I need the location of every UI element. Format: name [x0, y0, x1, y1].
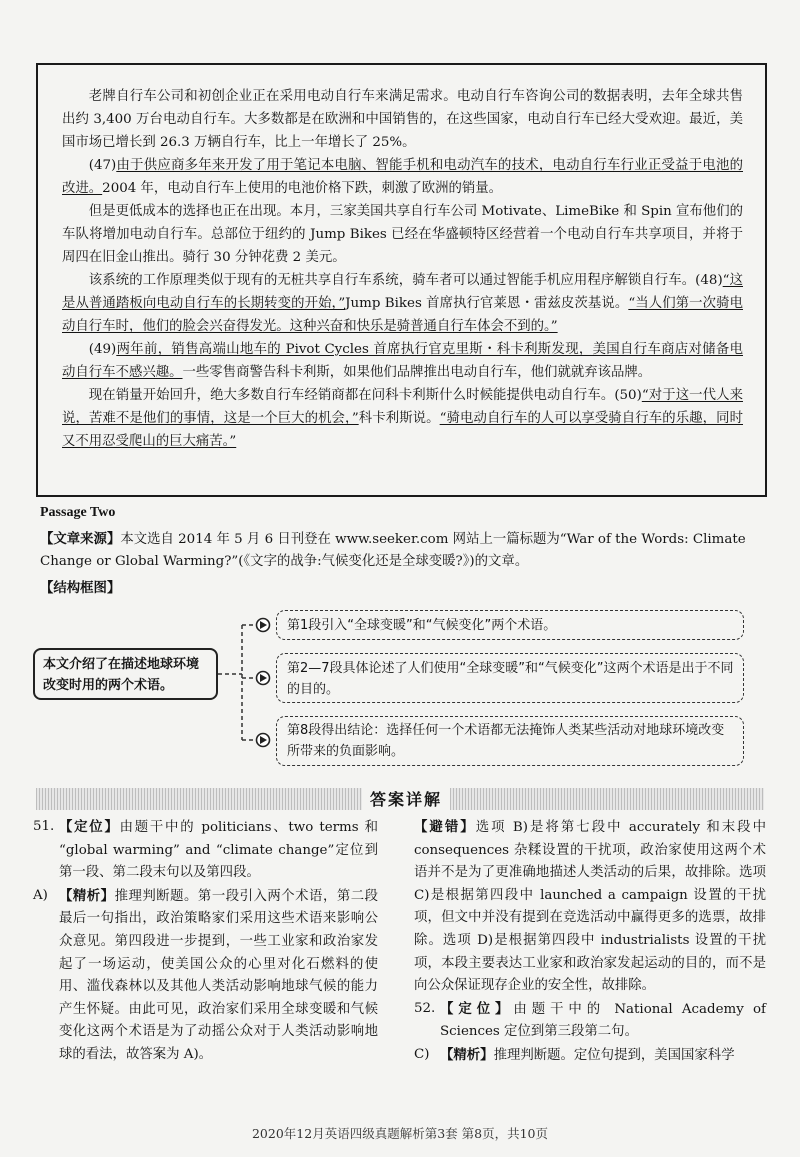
- page-footer: 2020年12月英语四级真题解析第3套 第8页，共10页: [251, 1126, 548, 1141]
- analysis-tag: 【精析】: [59, 887, 115, 904]
- paragraph-summary-2: 第2—7段具体论述了人们使用“全球变暖”和“气候变化”这两个术语是出于不同的目的。: [276, 653, 744, 703]
- translation-paragraph-6-mid: 科卡利斯说。: [358, 411, 440, 426]
- locate-text: 由题干中的 politicians、two terms 和 “global warming” and “climate change”定位到第一段、第二段末句以及第四段。: [59, 820, 379, 881]
- avoid-errors-51: [414, 816, 766, 998]
- answers-left-column: [33, 816, 378, 1067]
- main-idea-box: 本文介绍了在描述地球环境改变时用的两个术语。: [33, 648, 218, 700]
- structure-diagram: [0, 600, 800, 770]
- question-number: 51.: [33, 819, 55, 834]
- translation-paragraph-4-lead: 该系统的工作原理类似于现有的无桩共享自行车系统，骑车者可以通过智能手机应用程序解锁自行车。(48): [88, 273, 723, 288]
- translation-box: [36, 63, 767, 497]
- underlined-sentence-50: “对于这一代人来说，苦难不是他们的事情，这是一个巨大的机会，”: [62, 388, 743, 426]
- translation-paragraph-6: [62, 384, 743, 453]
- passage-title: Passage Two: [40, 505, 116, 520]
- underlined-sentence-48: “这是从普通踏板向电动自行车的长期转变的开始，”: [62, 273, 743, 311]
- underlined-sentence-48-cont: “当人们第一次骑电动自行车时，他们的脸会兴奋得发光。这种兴奋和快乐是骑普通自行车体会不到的。”: [62, 296, 743, 334]
- translation-paragraph-5: [62, 338, 743, 384]
- analysis-text: 推理判断题。定位句提到，美国国家科学: [493, 1047, 735, 1063]
- translation-paragraph-2: [62, 154, 743, 200]
- question-52: [414, 998, 766, 1044]
- translation-paragraph-4: [62, 269, 743, 338]
- answers-header: 答案详解: [362, 787, 450, 810]
- answer-letter: C): [414, 1046, 430, 1062]
- avoid-tag: 【避错】: [414, 819, 476, 835]
- translation-paragraph-5-rest: 一些零售商警告科卡利斯，如果他们品牌推出电动自行车，他们就就弃该品牌。: [182, 365, 652, 380]
- question-47-number: (47): [88, 158, 117, 173]
- question-49-number: (49): [88, 342, 117, 357]
- answer-letter: A): [33, 887, 48, 903]
- underlined-sentence-47: 由于供应商多年来开发了用于笔记本电脑、智能手机和电动汽车的技术，电动自行车行业正受益于电池的改进。: [62, 158, 743, 196]
- answer-52: [414, 1044, 766, 1068]
- source-text: 本文选自 2014 年 5 月 6 日刊登在 www.seeker.com 网站上一篇标题为“War of the Words: Climate Change or Global Warming?”(《文字的战争:气候变化还是全球变暖?》)的文章。: [40, 532, 746, 569]
- avoid-text: 选项 B)是将第七段中 accurately 和末段中 consequences 杂糅设置的干扰项，政治家使用这两个术语并不是为了更准确地描述人类活动的后果，故排除。选项 C)是根据第四段中 launched a campaign 设置的干扰项，但文中并没有提到在竞选活动中赢得更多的选票，故排除。选项 D)是根据第四段中 industrialists 设置的干扰项，本段主要表达工业家和政治家发起运动的目的，而不是向公众保证现存企业的安全性，故排除。: [414, 820, 767, 994]
- paragraph-summary-1: 第1段引入“全球变暖”和“气候变化”两个术语。: [276, 610, 744, 640]
- locate-text: 由题干中的 National Academy of Sciences 定位到第三段第二句。: [440, 1001, 767, 1040]
- translation-paragraph-2-rest: 2004 年，电动自行车上使用的电池价格下跌，刺激了欧洲的销量。: [102, 181, 503, 196]
- question-number: 52.: [414, 1000, 436, 1016]
- translation-paragraph-4-mid: Jump Bikes 首席执行官莱恩・雷兹皮茨基说。: [345, 296, 629, 311]
- underlined-sentence-50-cont: “骑电动自行车的人可以享受骑自行车的乐趣，同时又不用忍受爬山的巨大痛苦。”: [62, 411, 743, 449]
- arrow-icon: [257, 619, 270, 747]
- answer-51: [33, 885, 378, 1067]
- question-51: [33, 816, 378, 885]
- translation-paragraph-1: 老牌自行车公司和初创企业正在采用电动自行车来满足需求。电动自行车咨询公司的数据表明，去年全球共售出约 3,400 万台电动自行车。大多数都是在欧洲和中国销售的，在这些国家，电动自行车已经大受欢迎。最近，美国市场已增长到 26.3 万辆自行车，比上一年增长了 25%。: [62, 89, 743, 150]
- answers-right-column: [414, 816, 766, 1068]
- translation-paragraph-6-lead: 现在销量开始回升，绝大多数自行车经销商都在问科卡利斯什么时候能提供电动自行车。(50): [88, 388, 642, 403]
- underlined-sentence-49: 两年前，销售高端山地车的 Pivot Cycles 首席执行官克里斯・科卡利斯发现，美国自行车商店对储备电动自行车不感兴趣。: [62, 342, 743, 380]
- analysis-tag: 【精析】: [440, 1046, 494, 1063]
- locate-tag: 【定位】: [440, 1000, 514, 1017]
- article-source: [40, 528, 765, 573]
- locate-tag: 【定位】: [59, 819, 120, 835]
- source-label: 【文章来源】: [40, 531, 121, 547]
- analysis-text: 推理判断题。第一段引入两个术语，第二段最后一句指出，政治策略家们采用这些术语来影响公众意见。第四段进一步提到，一些工业家和政治家发起了一场运动，使美国公众的心里对化石燃料的使用、滥伐森林以及其他人类活动影响地球气候的能力产生怀疑。由此可见，政治家们采用全球变暖和气候变化这两个术语是为了动摇公众对于人类活动影响地球的看法，故答案为 A)。: [59, 888, 379, 1062]
- translation-paragraph-3: 但是更低成本的选择也正在出现。本月，三家美国共享自行车公司 Motivate、LimeBike 和 Spin 宣布他们的车队将增加电动自行车。总部位于纽约的 Jump Bikes 已经在华盛顿特区经营着一个电动自行车共享项目，并将于周四在旧金山推出。骑行 30 分钟花费 2 美元。: [62, 204, 743, 265]
- answers-header-bar: [36, 788, 764, 810]
- framework-label: 【结构框图】: [40, 580, 121, 596]
- paragraph-summary-3: 第8段得出结论：选择任何一个术语都无法掩饰人类某些活动对地球环境改变所带来的负面影响。: [276, 716, 744, 766]
